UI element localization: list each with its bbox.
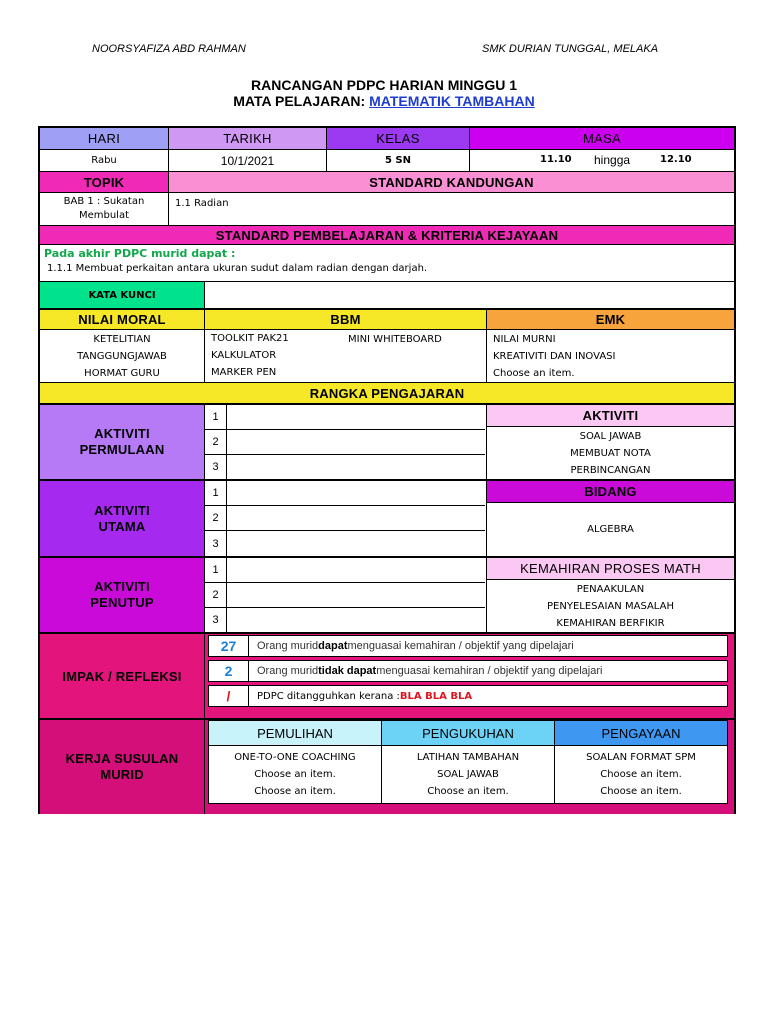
penutup-step-3-input[interactable] xyxy=(227,608,485,632)
sp-item: 1.1.1 Membuat perkaitan antara ukuran sudut dalam radian dengan darjah. xyxy=(47,263,428,274)
utama-step-1-input[interactable] xyxy=(227,481,485,506)
bidang-header: BIDANG xyxy=(487,481,734,503)
impak-row-dapat xyxy=(208,635,728,657)
pengukuhan-header: PENGUKUHAN xyxy=(382,721,555,746)
permulaan-step-2-input[interactable] xyxy=(227,430,485,455)
kelas-header: KELAS xyxy=(327,128,470,150)
impak-row-tidak-dapat xyxy=(208,660,728,682)
standard-kandungan-header: STANDARD KANDUNGAN xyxy=(169,172,734,193)
pengayaan-item: Choose an item. xyxy=(600,769,682,780)
kemahiran-item: PENYELESAIAN MASALAH xyxy=(547,600,674,612)
nilai-moral-header: NILAI MORAL xyxy=(40,310,205,330)
utama-step-2-input[interactable] xyxy=(227,506,485,531)
emk-header: EMK xyxy=(487,310,734,330)
kemahiran-header: KEMAHIRAN PROSES MATH xyxy=(487,558,734,580)
emk-item: KREATIVITI DAN INOVASI xyxy=(493,350,616,362)
bbm-item: MARKER PEN xyxy=(211,367,277,378)
teacher-name: NOORSYAFIZA ABD RAHMAN xyxy=(92,43,246,55)
ditangguhkan-text: PDPC ditangguhkan kerana : BLA BLA BLA xyxy=(257,690,473,702)
impak-row-ditangguhkan xyxy=(208,685,728,707)
pemulihan-item: Choose an item. xyxy=(254,786,336,797)
tarikh-header: TARIKH xyxy=(169,128,327,150)
pemulihan-list[interactable] xyxy=(209,746,382,803)
title-line-1: RANCANGAN PDPC HARIAN MINGGU 1 xyxy=(250,77,517,93)
masa-start[interactable]: 11.10 xyxy=(540,154,572,165)
bbm-list[interactable] xyxy=(205,330,487,383)
bbm-item: KALKULATOR xyxy=(211,350,277,361)
step-number: 3 xyxy=(205,608,227,632)
aktiviti-penutup-label: AKTIVITI PENUTUP xyxy=(40,558,205,634)
susulan-table xyxy=(208,720,728,804)
emk-item: Choose an item. xyxy=(493,367,575,379)
aktiviti-utama-label: AKTIVITI UTAMA xyxy=(40,481,205,558)
pengukuhan-item: Choose an item. xyxy=(427,786,509,797)
ditangguhkan-mark[interactable]: / xyxy=(209,686,249,706)
dapat-count[interactable]: 27 xyxy=(209,636,249,656)
masa-separator: hingga xyxy=(594,153,631,167)
moral-item: TANGGUNGJAWAB xyxy=(77,350,167,362)
step-number: 2 xyxy=(205,583,227,608)
rangka-pengajaran-header: RANGKA PENGAJARAN xyxy=(40,383,734,405)
utama-steps xyxy=(205,481,487,558)
bbm-item: MINI WHITEBOARD xyxy=(348,334,442,345)
kata-kunci-label: KATA KUNCI xyxy=(40,282,205,310)
emk-list[interactable] xyxy=(487,330,734,383)
aktiviti-item: PERBINCANGAN xyxy=(570,464,651,476)
moral-item: HORMAT GURU xyxy=(84,367,160,379)
step-number: 2 xyxy=(205,430,227,455)
moral-item: KETELITIAN xyxy=(93,333,151,345)
kemahiran-item: PENAAKULAN xyxy=(576,583,645,595)
aktiviti-permulaan-label: AKTIVITI PERMULAAN xyxy=(40,405,205,481)
document-title xyxy=(0,77,768,109)
kemahiran-item: KEMAHIRAN BERFIKIR xyxy=(556,617,665,629)
subject-link[interactable]: MATEMATIK TAMBAHAN xyxy=(369,93,535,109)
step-number: 1 xyxy=(205,558,227,583)
permulaan-steps xyxy=(205,405,487,481)
impak-refleksi-label: IMPAK / REFLEKSI xyxy=(40,634,205,720)
kerja-susulan-label: KERJA SUSULAN MURID xyxy=(40,720,205,814)
title-line-2: MATA PELAJARAN: MATEMATIK TAMBAHAN xyxy=(233,93,535,109)
pengayaan-item: Choose an item. xyxy=(600,786,682,797)
nilai-moral-list[interactable] xyxy=(40,330,205,383)
penutup-step-1-input[interactable] xyxy=(227,558,485,583)
pengayaan-item: SOALAN FORMAT SPM xyxy=(586,752,696,763)
tidak-dapat-count[interactable]: 2 xyxy=(209,661,249,681)
tidak-dapat-text: Orang murid tidak dapat menguasai kemahiran / objektif yang dipelajari xyxy=(257,665,603,677)
permulaan-step-3-input[interactable] xyxy=(227,455,485,479)
aktiviti-list[interactable] xyxy=(487,427,734,481)
bbm-header: BBM xyxy=(205,310,487,330)
utama-step-3-input[interactable] xyxy=(227,531,485,556)
aktiviti-item: MEMBUAT NOTA xyxy=(570,447,651,459)
permulaan-step-1-input[interactable] xyxy=(227,405,485,430)
step-number: 3 xyxy=(205,531,227,556)
standard-pembelajaran-header: STANDARD PEMBELAJARAN & KRITERIA KEJAYAAN xyxy=(40,226,734,245)
kata-kunci-value[interactable] xyxy=(205,282,734,310)
dapat-text: Orang murid dapat menguasai kemahiran / objektif yang dipelajari xyxy=(257,640,574,652)
emk-item: NILAI MURNI xyxy=(493,333,556,345)
hari-header: HARI xyxy=(40,128,169,150)
bbm-item: TOOLKIT PAK21 xyxy=(211,333,289,344)
sp-intro: Pada akhir PDPC murid dapat : xyxy=(44,247,236,260)
school-name: SMK DURIAN TUNGGAL, MELAKA xyxy=(482,43,659,55)
step-number: 1 xyxy=(205,481,227,506)
step-number: 3 xyxy=(205,455,227,479)
topik-header: TOPIK xyxy=(40,172,169,193)
aktiviti-item: SOAL JAWAB xyxy=(579,430,642,442)
pengukuhan-item: SOAL JAWAB xyxy=(437,769,499,780)
tarikh-value[interactable]: 10/1/2021 xyxy=(169,150,327,172)
masa-end[interactable]: 12.10 xyxy=(660,154,692,165)
pengukuhan-item: LATIHAN TAMBAHAN xyxy=(416,752,520,763)
pemulihan-header: PEMULIHAN xyxy=(209,721,382,746)
pengayaan-list[interactable] xyxy=(555,746,727,803)
standard-kandungan-value[interactable]: 1.1 Radian xyxy=(169,193,734,226)
step-number: 2 xyxy=(205,506,227,531)
pengukuhan-list[interactable] xyxy=(382,746,555,803)
topik-value[interactable]: BAB 1 : Sukatan Membulat xyxy=(40,193,169,226)
pengayaan-header: PENGAYAAN xyxy=(555,721,727,746)
masa-header: MASA xyxy=(470,128,734,150)
pemulihan-item: ONE-TO-ONE COACHING xyxy=(234,752,356,763)
penutup-steps xyxy=(205,558,487,634)
masa-value xyxy=(470,150,734,172)
aktiviti-header: AKTIVITI xyxy=(487,405,734,427)
pemulihan-item: Choose an item. xyxy=(254,769,336,780)
hari-value[interactable]: Rabu xyxy=(40,150,169,172)
standard-pembelajaran-content[interactable] xyxy=(40,245,734,282)
penutup-step-2-input[interactable] xyxy=(227,583,485,608)
step-number: 1 xyxy=(205,405,227,430)
kelas-value[interactable]: 5 SN xyxy=(327,150,470,172)
bidang-value[interactable]: ALGEBRA xyxy=(487,503,734,558)
lesson-plan-table xyxy=(38,126,736,814)
kemahiran-list[interactable] xyxy=(487,580,734,634)
